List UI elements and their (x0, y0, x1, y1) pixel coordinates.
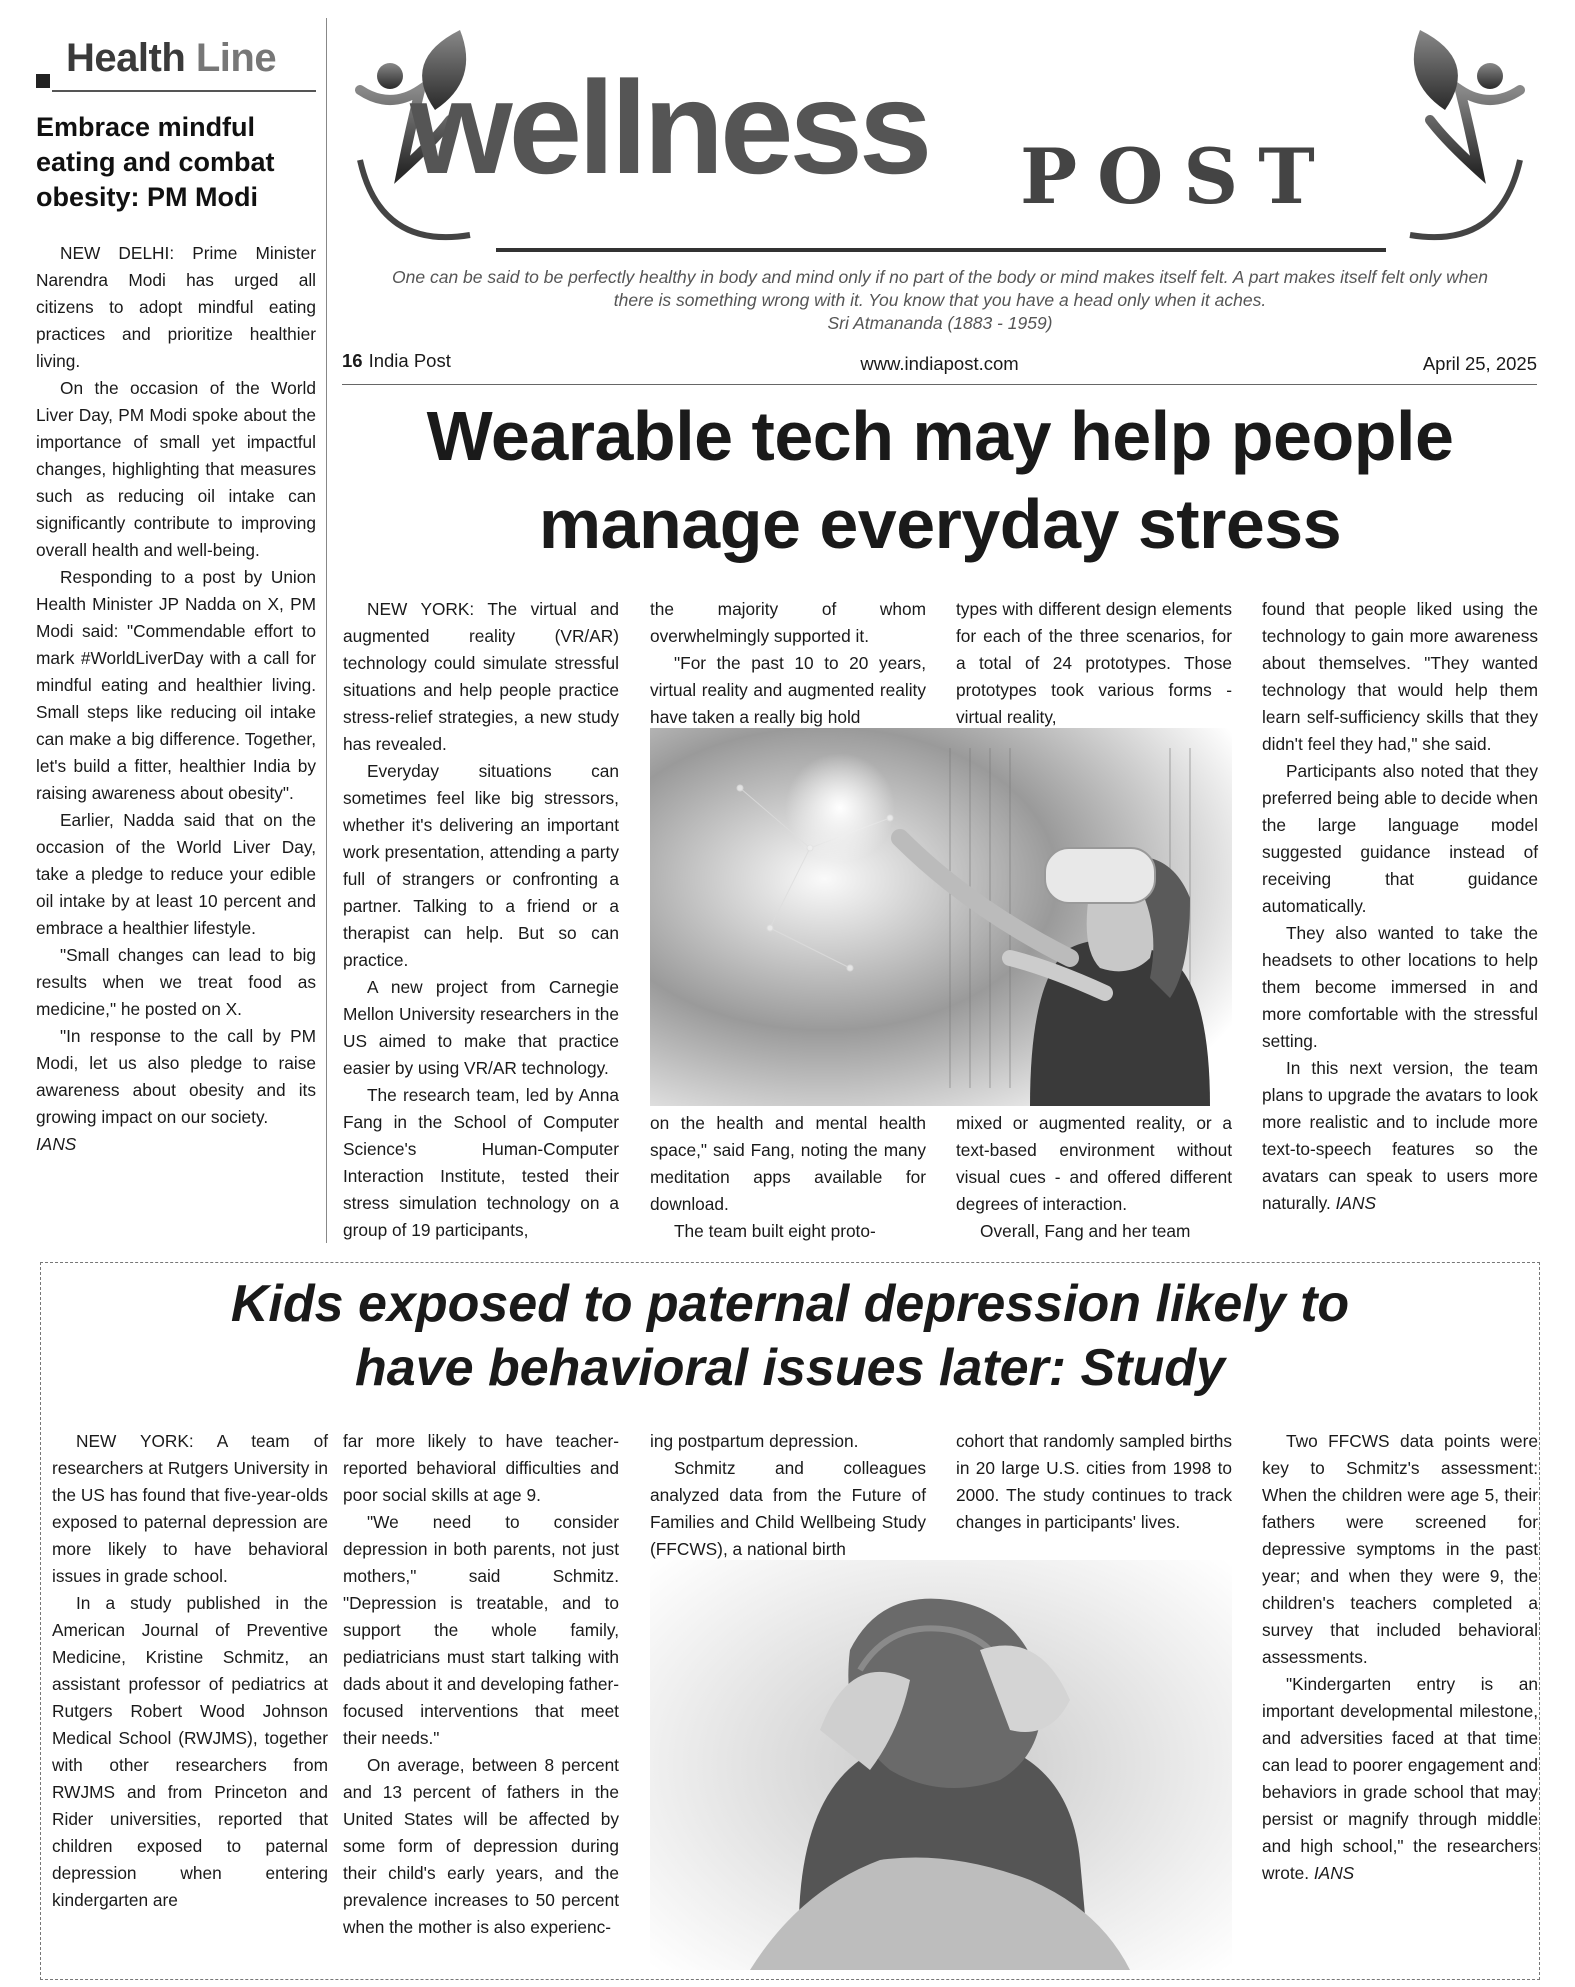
story2-paragraph-text: "Kindergarten entry is an important developmental milestone, and adversities faced at that time can lead to poorer engagement and behaviors in grade school that may persist or magnify through middle and high school," the researchers wrote. (1262, 1674, 1538, 1883)
story1-headline (340, 392, 1540, 568)
story2-paragraph: Two FFCWS data points were key to Schmitz's assessment: When the children were age 5, their fathers were screened for depressive symptoms in the past year; and when they were 9, the children's teachers completed a survey that included behavioral assessments. (1262, 1431, 1538, 1667)
logo-post-wordmark: POST (1020, 132, 1335, 221)
story1-paragraph: A new project from Carnegie Mellon University researchers in the US aimed to make that practice easier by using VR/AR technology. (343, 977, 619, 1078)
story1-column-2-top (650, 596, 926, 731)
story2-paragraph: In a study published in the American Journal of Preventive Medicine, Kristine Schmitz, an assistant professor of pediatrics at Rutgers Robert Wood Johnson Medical School (RWJMS), together with other researchers from RWJMS and from Princeton and Rider universities, reported that children exposed to paternal depression when entering kindergarten are (52, 1593, 328, 1910)
sidebar-paragraph: On the occasion of the World Liver Day, PM Modi spoke about the importance of small yet impactful changes, highlighting that measures such as reducing oil intake can significantly contribute to improving overall health and well-being. (36, 378, 316, 560)
meta-rule (342, 384, 1537, 385)
story2-column-1 (52, 1428, 328, 1914)
section-rule (52, 90, 316, 92)
quote-text: One can be said to be perfectly healthy in body and mind only if no part of the body or mind makes itself felt. A part makes itself felt only when there is something wrong with it. You know that you have a head only when it aches. (392, 267, 1488, 310)
page-number: 16 (342, 350, 363, 371)
story1-paragraph: the majority of whom overwhelmingly supported it. (650, 599, 926, 646)
story2-paragraph: NEW YORK: A team of researchers at Rutgers University in the US has found that five-year-olds exposed to paternal depression are more likely to have behavioral issues in grade school. (52, 1431, 328, 1586)
story1-paragraph-text: In this next version, the team plans to upgrade the avatars to look more realistic and to include more text-to-speech features so the avatars can speak to users more naturally. (1262, 1058, 1538, 1213)
publication-name: India Post (368, 350, 451, 371)
sidebar-article-body (36, 240, 316, 1158)
story2-credit: IANS (1313, 1863, 1355, 1883)
masthead-logo (340, 20, 1540, 290)
sidebar-paragraph: "Small changes can lead to big results when we treat food as medicine," he posted on X. (36, 945, 316, 1019)
story1-paragraph: NEW YORK: The virtual and augmented reality (VR/AR) technology could simulate stressful situations and help people practice stress-relief strategies, a new study has revealed. (343, 599, 619, 754)
story2-headline-line: have behavioral issues later: Study (355, 1339, 1225, 1397)
story2-paragraph: ing postpartum depression. (650, 1431, 859, 1451)
story1-paragraph: The research team, led by Anna Fang in the School of Computer Science's Human-Computer Interaction Institute, tested their stress simulation technology on a group of 19 participants, (343, 1085, 619, 1240)
section-title (66, 36, 276, 81)
story1-headline-line: Wearable tech may help people (426, 397, 1454, 475)
story1-headline-line: manage everyday stress (538, 485, 1342, 563)
story2-paragraph: cohort that randomly sampled births in 20 large U.S. cities from 1998 to 2000. The study continues to track changes in participants' lives. (956, 1431, 1232, 1532)
story1-paragraph: The team built eight proto- (674, 1221, 876, 1241)
logo-figure-head-icon (377, 63, 403, 89)
page-meta-bar (342, 350, 1537, 374)
logo-swoosh-icon (1410, 160, 1520, 237)
logo-wordmark: wellness (410, 54, 929, 201)
story2-headline (60, 1272, 1520, 1400)
section-marker (36, 74, 50, 88)
story1-column-4 (1262, 596, 1538, 1217)
story2-column-2 (343, 1428, 619, 1941)
story1-column-3-bottom (956, 1110, 1232, 1245)
masthead-quote (380, 266, 1500, 335)
story2-paragraph (1262, 1671, 1538, 1887)
story2-headline-line: Kids exposed to paternal depression likely to (230, 1275, 1350, 1333)
issue-date: April 25, 2025 (1422, 353, 1537, 374)
story1-column-2-bottom (650, 1110, 926, 1245)
story1-paragraph: Participants also noted that they preferred being able to decide when the large language model suggested guidance instead of receiving that guidance automatically. (1262, 761, 1538, 916)
sidebar-headline: Embrace mindful eating and combat obesity: PM Modi (36, 112, 275, 212)
story1-paragraph: "For the past 10 to 20 years, virtual reality and augmented reality have taken a really big hold (650, 653, 926, 727)
story1-credit: IANS (1335, 1193, 1376, 1213)
section-title-word1: Health (66, 36, 186, 80)
health-line-sidebar (36, 22, 316, 1242)
story1-paragraph (1262, 1055, 1538, 1217)
story1-paragraph: on the health and mental health space," said Fang, noting the many meditation apps available for download. (650, 1113, 926, 1214)
logo-underline (496, 248, 1386, 252)
vr-headset-photo (650, 728, 1232, 1106)
website-link[interactable]: www.indiapost.com (860, 353, 1019, 374)
sidebar-divider (326, 18, 327, 1243)
sidebar-paragraph: NEW DELHI: Prime Minister Narendra Modi has urged all citizens to adopt mindful eating practices and prioritize healthier living. (36, 243, 316, 371)
section-title-word2: Line (195, 36, 277, 80)
sidebar-paragraph: "In response to the call by PM Modi, let us also pledge to raise awareness about obesity and its growing impact on our society. (36, 1026, 316, 1127)
sidebar-credit: IANS (36, 1134, 77, 1154)
sidebar-paragraph: Responding to a post by Union Health Minister JP Nadda on X, PM Modi said: "Commendable effort to mark #WorldLiverDay with a call for mindful eating and healthier living. Small steps like reducing oil intake can make a big difference. Together, let's build a fitter, healthier India by raising awareness about obesity". (36, 567, 316, 803)
story2-column-4 (956, 1428, 1232, 1536)
story1-column-3-top (956, 596, 1232, 731)
story1-paragraph: Overall, Fang and her team (980, 1221, 1191, 1241)
story2-column-5 (1262, 1428, 1538, 1887)
distressed-woman-photo (650, 1560, 1232, 1970)
story1-paragraph: mixed or augmented reality, or a text-based environment without visual cues - and offered different degrees of interaction. (956, 1113, 1232, 1214)
quote-author: Sri Atmananda (1883 - 1959) (827, 313, 1053, 333)
story1-paragraph: found that people liked using the technology to gain more awareness about themselves. "They wanted technology that would help them learn self-sufficiency skills that they didn't feel they had," she said. (1262, 599, 1538, 754)
story2-paragraph: far more likely to have teacher-reported behavioral difficulties and poor social skills at age 9. (343, 1431, 619, 1505)
story2-paragraph: Schmitz and colleagues analyzed data from the Future of Families and Child Wellbeing Study (FFCWS), a national birth (650, 1458, 926, 1559)
story1-paragraph: They also wanted to take the headsets to other locations to help them become immersed in and more comfortable with the stressful setting. (1262, 923, 1538, 1051)
story1-paragraph: types with different design elements for each of the three scenarios, for a total of 24 prototypes. Those prototypes took various forms - virtual reality, (956, 599, 1232, 727)
sidebar-paragraph: Earlier, Nadda said that on the occasion of the World Liver Day, take a pledge to reduce your edible oil intake by at least 10 percent and embrace a healthier lifestyle. (36, 810, 316, 938)
story2-paragraph: On average, between 8 percent and 13 percent of fathers in the United States will be affected by some form of depression during their child's early years, and the prevalence increases to 50 percent when the mother is also experienc- (343, 1755, 619, 1937)
logo-figure-head-icon (1477, 63, 1503, 89)
story1-paragraph: Everyday situations can sometimes feel like big stressors, whether it's delivering an important work presentation, attending a party full of strangers or confronting a partner. Talking to a friend or a therapist can help. But so can practice. (343, 761, 619, 970)
story1-column-1 (343, 596, 619, 1244)
logo-leaf-icon (1414, 30, 1458, 110)
story2-column-3 (650, 1428, 926, 1563)
story2-paragraph: "We need to consider depression in both parents, not just mothers," said Schmitz. "Depression is treatable, and to support the whole family, pediatricians must start talking with dads about it and developing father-focused interventions that meet their needs." (343, 1512, 619, 1748)
